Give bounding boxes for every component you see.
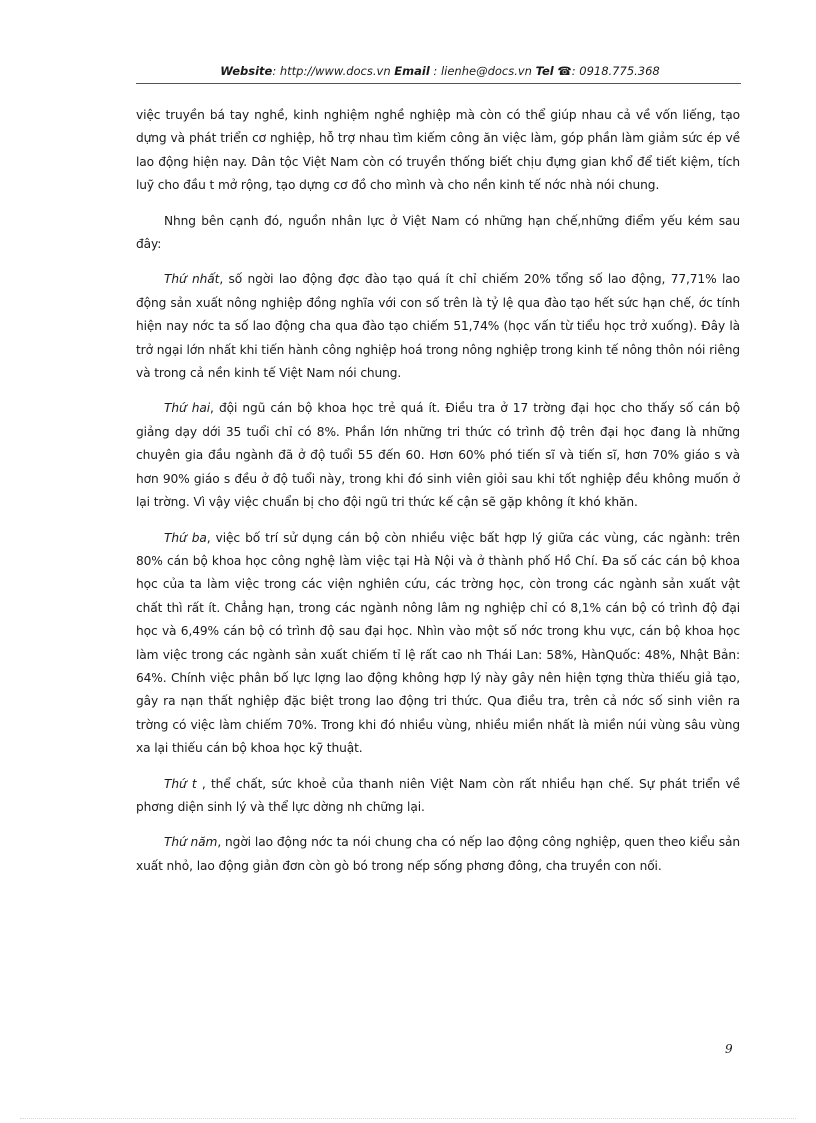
website-value: : http://www.docs.vn [272, 64, 391, 78]
paragraph-lead: Thứ ba [164, 530, 207, 545]
tel-value: : 0918.775.368 [571, 64, 660, 78]
paragraph-lead: Thứ t [164, 776, 197, 791]
phone-icon: ☎ [557, 64, 572, 78]
header-divider [136, 83, 741, 84]
paragraph-first [136, 268, 740, 385]
document-body [136, 104, 740, 890]
paragraph-text: việc truyền bá tay nghề, kinh nghiệm nghề nghiệp mà còn có thể giúp nhau cả về vốn liếng, tạo dựng và phát triển cơ nghiệp, hỗ trợ nhau tìm kiếm công ăn việc làm, góp phần làm giảm sức ép về lao động hiện nay. Dân tộc Việt Nam còn có truyền thống biết chịu đựng gian khổ để tiết kiệm, tích luỹ cho đầu t mở rộng, tạo dựng cơ đồ cho mình và cho nền kinh tế nớc nhà nói chung. [136, 108, 740, 193]
paragraph-text: , việc bố trí sử dụng cán bộ còn nhiều việc bất hợp lý giữa các vùng, các ngành: trên 80% cán bộ khoa học công nghệ làm việc tại Hà Nội và ở thành phố Hồ Chí. Đa số các cán bộ khoa học của ta làm việc trong các viện nghiên cứu, các trờng học, còn trong các ngành sản xuất vật chất thì rất ít. Chẳng hạn, trong các ngành nông lâm ng nghiệp chỉ có 8,1% cán bộ có trình độ đại học và 6,49% cán bộ có trình độ sau đại học. Nhìn vào một số nớc trong khu vực, cán bộ khoa học làm việc trong các ngành sản xuất chiếm tỉ lệ rất cao nh Thái Lan: 58%, HànQuốc: 48%, Nhật Bản: 64%. Chính việc phân bố lực lợng lao động không hợp lý này gây nên hiện tợng thừa thiếu giả tạo, gây ra nạn thất nghiệp đặc biệt trong lao động tri thức. Qua điều tra, trên cả nớc số sinh viên ra trờng có việc làm chiếm 70%. Trong khi đó nhiều vùng, nhiều miền nhất là miền núi vùng sâu vùng xa lại thiếu cán bộ khoa học kỹ thuật. [136, 530, 740, 756]
paragraph-text: , thể chất, sức khoẻ của thanh niên Việt Nam còn rất nhiều hạn chế. Sự phát triển về phơng diện sinh lý và thể lực dờng nh chững lại. [136, 776, 740, 814]
paragraph-lead: Thứ năm [164, 835, 218, 850]
paragraph-third [136, 527, 740, 761]
paragraph-continuation [136, 104, 740, 198]
paragraph-text: , số ngời lao động đợc đào tạo quá ít chỉ chiếm 20% tổng số lao động, 77,71% lao động sản xuất nông nghiệp đồng nghĩa với con số trên là tỷ lệ qua đào tạo hết sức hạn chế, ớc tính hiện nay nớc ta số lao động cha qua đào tạo chiếm 51,74% (học vấn từ tiểu học trở xuống). Đây là trở ngại lớn nhất khi tiến hành công nghiệp hoá trong nông nghiệp trong kinh tế nông thôn nói riêng và trong cả nền kinh tế Việt Nam nói chung. [136, 272, 740, 381]
email-label: Email [394, 64, 430, 78]
website-label: Website [220, 64, 273, 78]
tel-label: Tel [535, 64, 554, 78]
email-value: : lienhe@docs.vn [433, 64, 532, 78]
paragraph-lead: Thứ hai [164, 401, 211, 416]
page-number: 9 [725, 1042, 733, 1056]
paragraph-lead: Thứ nhất [164, 272, 220, 287]
page-header [140, 64, 740, 78]
paragraph-second [136, 397, 740, 514]
paragraph-fourth [136, 773, 740, 820]
paragraph-text: , ngời lao động nớc ta nói chung cha có nếp lao động công nghiệp, quen theo kiểu sản xuất nhỏ, lao động giản đơn còn gò bó trong nếp sống phơng đông, cha truyền con nối. [136, 835, 740, 873]
paragraph-intro [136, 210, 740, 257]
paragraph-text: , đội ngũ cán bộ khoa học trẻ quá ít. Điều tra ở 17 trờng đại học cho thấy số cán bộ giảng dạy dới 35 tuổi chỉ có 8%. Phần lớn những tri thức có trình độ trên đại học đang là những chuyên gia đầu ngành đã ở độ tuổi 55 đến 60. Hơn 60% phó tiến sĩ và tiến sĩ, hơn 70% giáo s và hơn 90% giáo s đều ở độ tuổi này, trong khi đó sinh viên giỏi sau khi tốt nghiệp đều không muốn ở lại trờng. Vì vậy việc chuẩn bị cho đội ngũ tri thức kế cận sẽ gặp không ít khó khăn. [136, 401, 740, 510]
paragraph-text: Nhng bên cạnh đó, nguồn nhân lực ở Việt Nam có những hạn chế,những điểm yếu kém sau đây: [136, 213, 740, 252]
paragraph-fifth [136, 831, 740, 878]
page-bottom-border [20, 1118, 796, 1119]
